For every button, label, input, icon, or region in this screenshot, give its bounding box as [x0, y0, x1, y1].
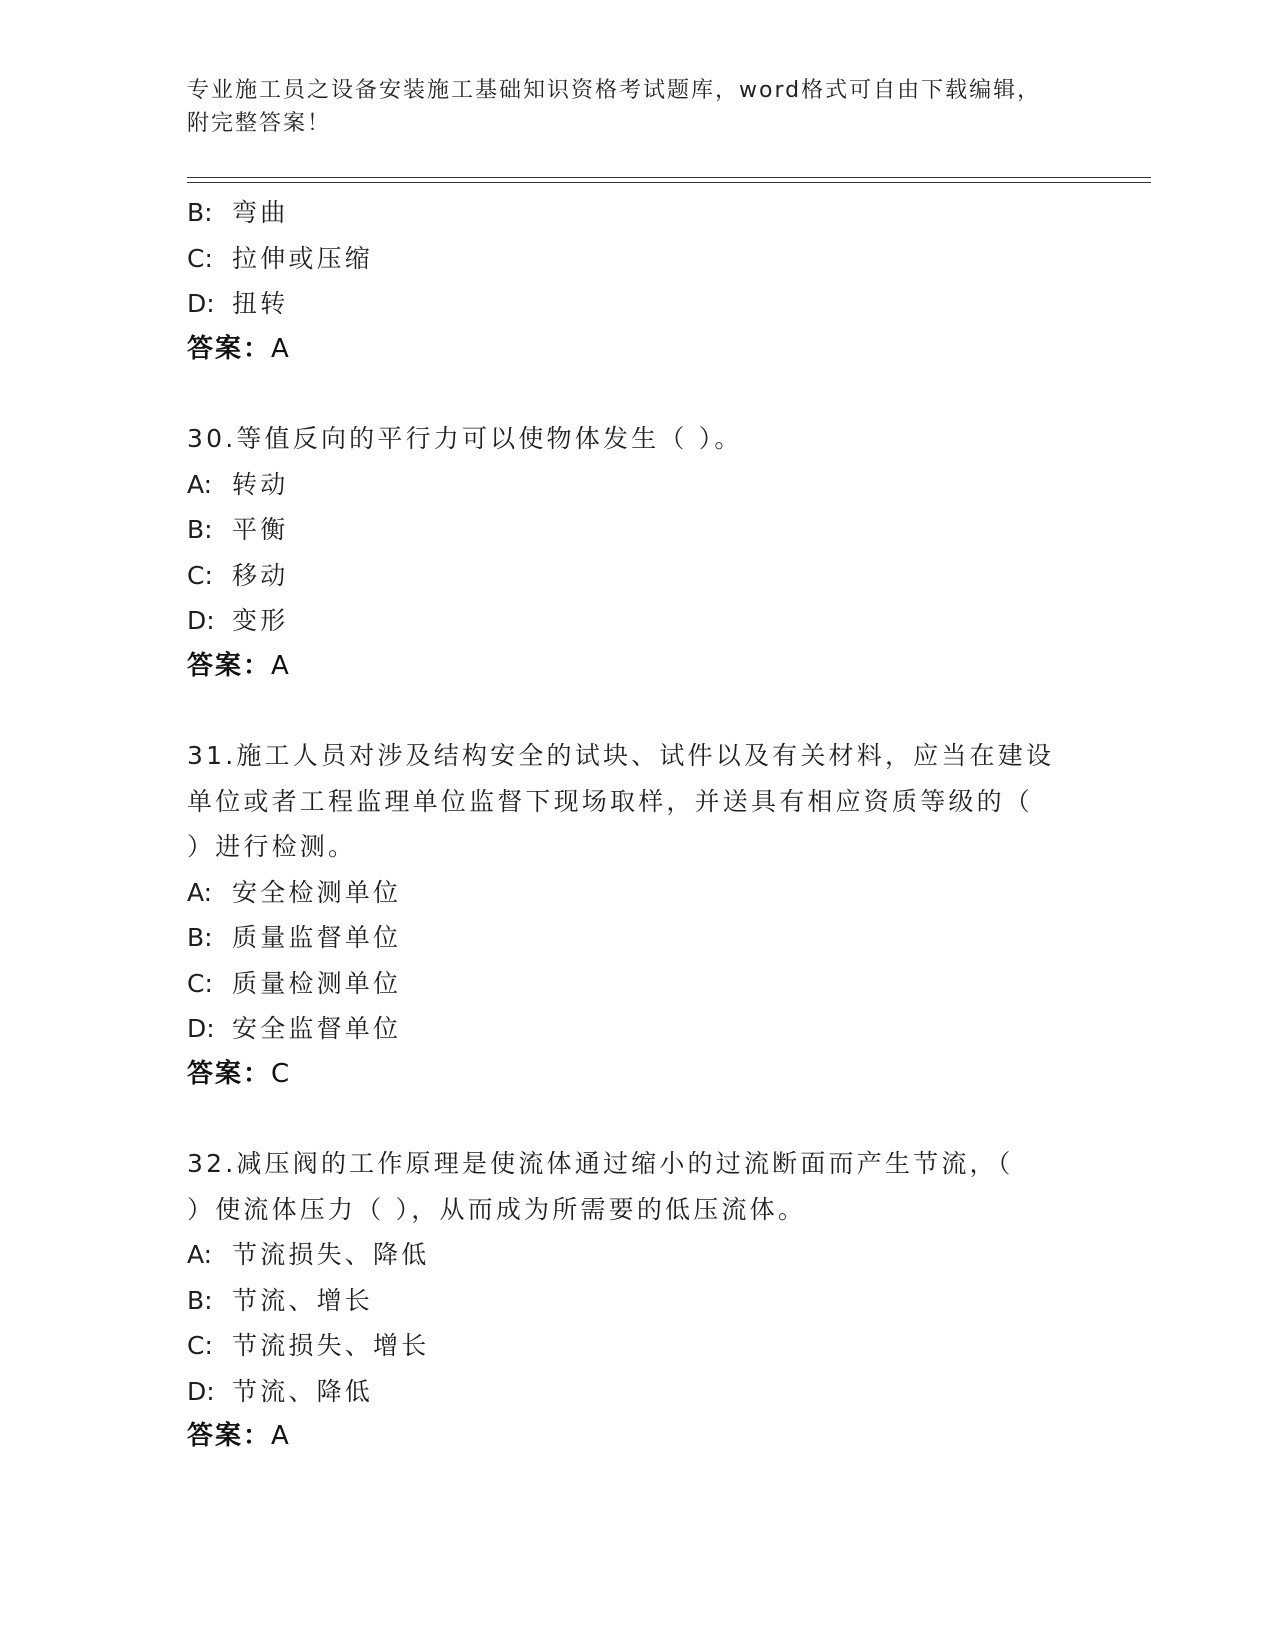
header-divider-bottom [187, 182, 1151, 183]
option-letter: D: [187, 1014, 215, 1043]
option-d [187, 1369, 1087, 1415]
option-text: 扭转 [232, 289, 289, 318]
option-letter: C: [187, 968, 213, 998]
option-letter: C: [187, 560, 213, 590]
option-text: 转动 [232, 469, 289, 499]
option-letter: A: [187, 877, 213, 907]
answer-value: A [271, 1421, 291, 1451]
option-text: 弯曲 [232, 198, 289, 227]
option-letter: C: [187, 1331, 213, 1360]
option-text: 安全监督单位 [232, 1014, 402, 1043]
option-text: 平衡 [232, 515, 289, 544]
spacer [187, 1097, 1087, 1141]
answer-value: A [271, 333, 291, 364]
option-letter: D: [187, 1376, 215, 1406]
answer-value: C [271, 1058, 292, 1089]
option-text: 质量监督单位 [232, 923, 402, 952]
document-header [187, 74, 1087, 140]
option-letter: B: [187, 515, 213, 544]
option-letter: D: [187, 606, 215, 635]
option-text: 拉伸或压缩 [232, 243, 374, 273]
question-list [187, 190, 1087, 1460]
option-text: 节流、增长 [232, 1285, 374, 1315]
option-d [187, 1006, 1087, 1052]
option-d [187, 598, 1087, 644]
option-letter: B: [187, 198, 213, 227]
option-letter: A: [187, 469, 213, 499]
question-stem: 32.减压阀的工作原理是使流体通过缩小的过流断面而产生节流，（ [187, 1149, 1014, 1178]
question-stem: 单位或者工程监理单位监督下现场取样，并送具有相应资质等级的（ [187, 786, 1034, 816]
option-c [187, 236, 1087, 282]
answer-label: 答案： [187, 333, 272, 364]
option-b [187, 190, 1087, 236]
option-b [187, 1278, 1087, 1324]
header-line-1: 专业施工员之设备安装施工基础知识资格考试题库，word格式可自由下载编辑， [187, 78, 1042, 103]
option-text: 节流损失、增长 [232, 1331, 430, 1360]
question-stem: 30.等值反向的平行力可以使物体发生（ ）。 [187, 424, 743, 453]
answer-label: 答案： [187, 650, 272, 681]
answer-line [187, 1414, 1087, 1460]
option-letter: B: [187, 1285, 213, 1315]
option-text: 节流损失、降低 [232, 1240, 430, 1269]
spacer [187, 372, 1087, 416]
option-d [187, 281, 1087, 327]
option-a [187, 1232, 1087, 1278]
option-c [187, 1323, 1087, 1369]
answer-line [187, 1052, 1087, 1098]
option-letter: D: [187, 289, 215, 318]
answer-line [187, 327, 1087, 373]
header-line-2: 附完整答案！ [187, 111, 332, 136]
answer-label: 答案： [187, 1058, 272, 1089]
option-a [187, 462, 1087, 508]
question-29-continued [187, 190, 1087, 372]
option-text: 移动 [232, 560, 289, 590]
spacer [187, 689, 1087, 733]
question-32 [187, 1141, 1087, 1460]
answer-line [187, 644, 1087, 690]
question-stem: 31.施工人员对涉及结构安全的试块、试件以及有关材料，应当在建设 [187, 741, 1055, 770]
option-text: 安全检测单位 [232, 877, 402, 907]
option-b [187, 507, 1087, 553]
question-stem: ）使流体压力（ ），从而成为所需要的低压流体。 [187, 1194, 807, 1224]
option-text: 节流、降低 [232, 1376, 374, 1406]
question-31 [187, 733, 1087, 1097]
answer-value: A [271, 650, 291, 681]
option-c [187, 961, 1087, 1007]
option-letter: A: [187, 1240, 213, 1269]
option-letter: B: [187, 923, 213, 952]
question-stem: ）进行检测。 [187, 832, 357, 861]
option-c [187, 553, 1087, 599]
option-letter: C: [187, 243, 213, 273]
answer-label: 答案： [187, 1421, 272, 1451]
option-text: 质量检测单位 [232, 968, 402, 998]
option-text: 变形 [232, 606, 289, 635]
option-b [187, 915, 1087, 961]
header-divider-top [187, 177, 1151, 178]
option-a [187, 870, 1087, 916]
question-30 [187, 416, 1087, 689]
